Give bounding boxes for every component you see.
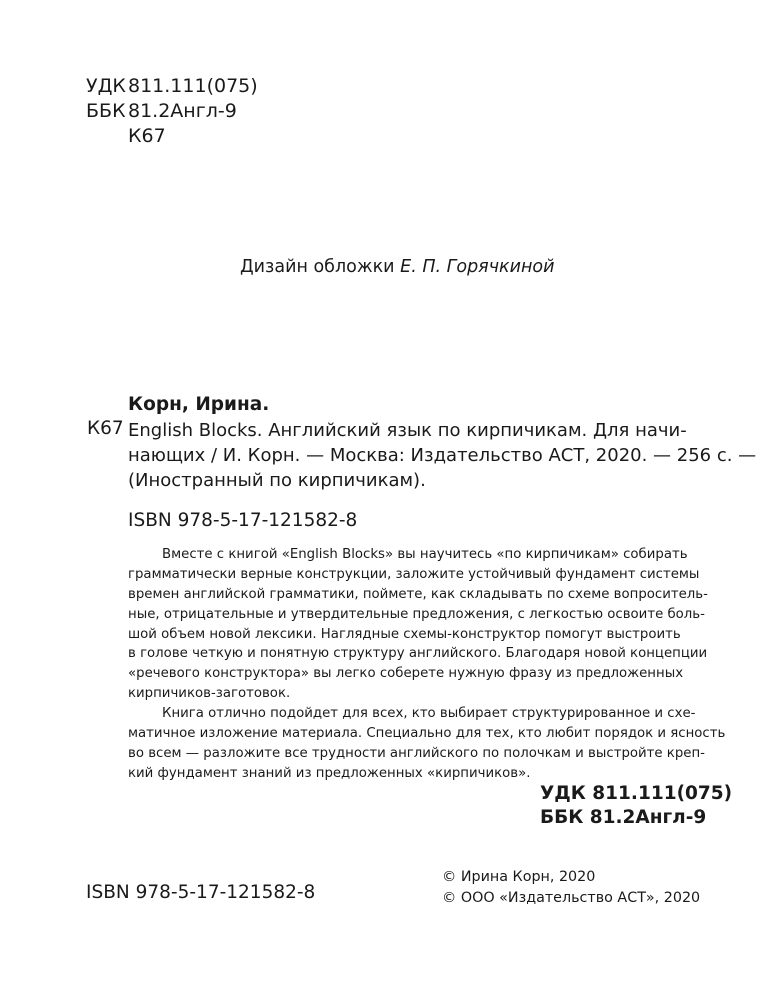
- author-mark: К67: [87, 418, 124, 439]
- bibliographic-description: [128, 418, 756, 493]
- annotation-line: кирпичиков-заготовок.: [128, 686, 291, 702]
- isbn-main: ISBN 978-5-17-121582-8: [128, 510, 358, 531]
- author-mark-top: К67: [128, 125, 166, 147]
- annotation-line: матичное изложение материала. Специально для тех, кто любит порядок и ясность: [128, 726, 726, 742]
- biblio-line: English Blocks. Английский язык по кирпичикам. Для начи-: [128, 420, 687, 441]
- author-mark-row: [86, 124, 258, 149]
- classification-block-top: [86, 74, 258, 149]
- udk-value: 811.111(075): [128, 75, 258, 97]
- annotation-line: грамматически верные конструкции, заложите устойчивый фундамент системы: [128, 566, 700, 582]
- annotation-line: «речевого конструктора» вы легко соберете нужную фразу из предложенных: [128, 666, 684, 682]
- udk-bottom: УДК 811.111(075): [540, 783, 733, 804]
- designer-credit: [240, 257, 555, 277]
- bbk-bottom: ББК 81.2Англ-9: [540, 807, 707, 828]
- author-name: Корн, Ирина.: [128, 394, 270, 415]
- bbk-value: 81.2Англ-9: [128, 100, 237, 122]
- annotation-line: ные, отрицательные и утвердительные предложения, с легкостью освоите боль-: [128, 606, 705, 622]
- copyright-author: © Ирина Корн, 2020: [442, 869, 596, 885]
- annotation-line: Вместе с книгой «English Blocks» вы научитесь «по кирпичикам» собирать: [162, 547, 688, 562]
- bbk-label: ББК: [86, 100, 126, 122]
- copyright-block: [442, 867, 700, 909]
- annotation: [128, 545, 726, 784]
- annotation-line: во всем — разложите все трудности английского по полочкам и выстройте креп-: [128, 745, 705, 761]
- annotation-line: Книга отлично подойдет для всех, кто выбирает структурированное и схе-: [162, 706, 696, 722]
- designer-name: Е. П. Горячкиной: [400, 257, 555, 277]
- annotation-line: времен английской грамматики, поймете, как складывать по схеме вопроситель-: [128, 586, 708, 602]
- annotation-line: кий фундамент знаний из предложенных «кирпичиков».: [128, 765, 531, 781]
- designer-prefix: Дизайн обложки: [240, 257, 395, 277]
- classification-block-bottom: [540, 782, 732, 830]
- udk-row: [86, 74, 258, 99]
- annotation-line: шой объем новой лексики. Наглядные схемы-конструктор помогут выстроить: [128, 626, 681, 642]
- bbk-row: [86, 99, 258, 124]
- udk-label: УДК: [86, 75, 126, 97]
- annotation-line: в голове четкую и понятную структуру английского. Благодаря новой концепции: [128, 646, 708, 662]
- biblio-line: (Иностранный по кирпичикам).: [128, 470, 426, 491]
- isbn-bottom: ISBN 978-5-17-121582-8: [86, 882, 316, 903]
- biblio-line: нающих / И. Корн. — Москва: Издательство АСТ, 2020. — 256 с. —: [128, 445, 757, 466]
- copyright-publisher: © ООО «Издательство АСТ», 2020: [442, 890, 701, 906]
